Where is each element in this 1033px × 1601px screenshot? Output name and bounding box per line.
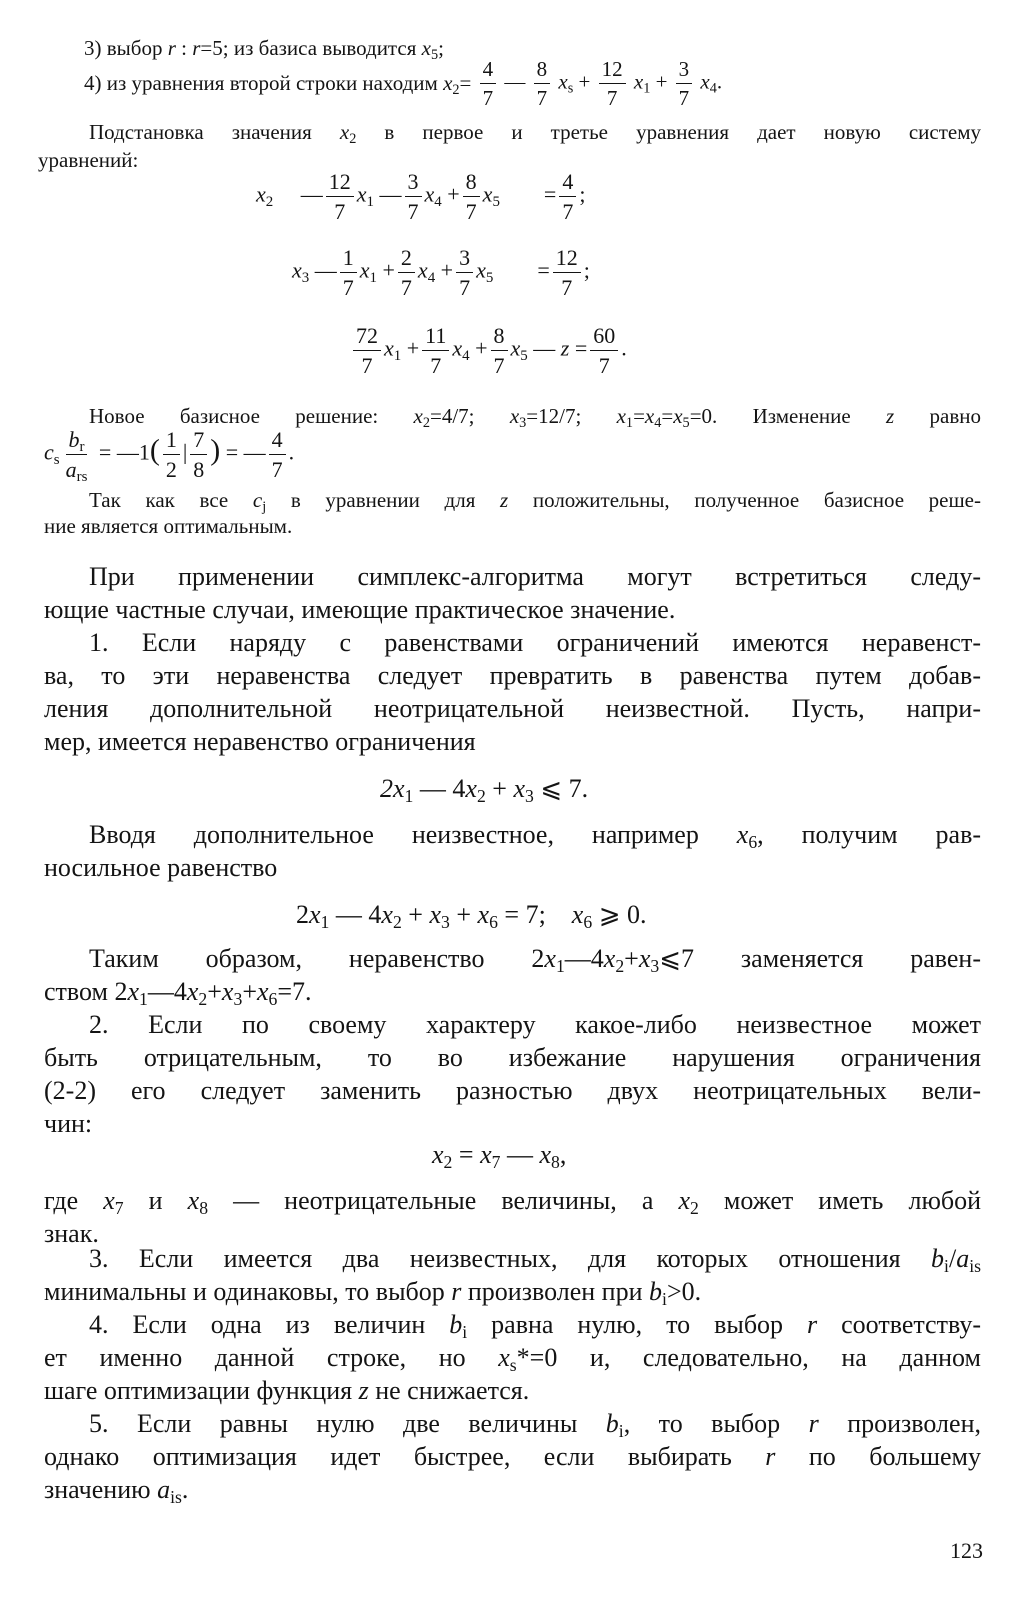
case-1-line-2: ва, то эти неравенства следует превратить в равенства путем добав- xyxy=(44,661,981,690)
case-5-line-1: 5. Если равны нулю две величины $b_i$, то выбор r произволен, xyxy=(89,1409,981,1441)
case-4-line-3: шаге оптимизации функция z не снижается. xyxy=(44,1376,530,1405)
case-1-line-4: мер, имеется неравенство ограничения xyxy=(44,727,476,756)
case-3-line-1: 3. Если имеется два неизвестных, для которых отношения $b_i/a_{is}$ xyxy=(89,1244,981,1276)
case-1b-line-1: Вводя дополнительное неизвестное, например $x_6$, получим рав- xyxy=(89,820,982,852)
substitution-line-2: уравнений: xyxy=(38,148,139,172)
case-5-line-2: однако оптимизация идет быстрее, если выбирать r по большему xyxy=(44,1442,981,1471)
case-4-line-1: 4. Если одна из величин $b_i$ равна нулю, то выбор r соответству- xyxy=(89,1310,981,1342)
equality-x6-formula: $2x_1$ — $4x_2 + x_3 + x_6 = 7$; $x_6$ ⩾ 0. xyxy=(296,900,647,932)
case-1b-line-2: носильное равенство xyxy=(44,853,278,882)
optimal-line-1: Так как все $c_j$ в уравнении для z положительны, полученное базисное реше- xyxy=(89,488,981,515)
case-1-line-1: 1. Если наряду с равенствами ограничений имеются неравенст- xyxy=(89,628,981,657)
optimal-line-2: ние является оптимальным. xyxy=(44,514,293,538)
case-1c-line-1: Таким образом, неравенство $2x_1—4x_2+x_3⩽7$ заменяется равен- xyxy=(89,944,981,976)
page-number: 123 xyxy=(950,1538,983,1563)
case-1c-line-2: ством $2x_1—4x_2+x_3+x_6=7$. xyxy=(44,977,312,1009)
system-equation-2: $x_3$ — $\frac{1}{7}$ $x_1$ + $\frac{2}{7}$ $x_4$ + $\frac{3}{7}$ $x_5$ = $\frac{12}{7}$ ; xyxy=(292,245,590,301)
substitution-x7-x8-formula: $x_2 = x_7$ — $x_8$, xyxy=(432,1140,567,1172)
case-3-line-2: минимальны и одинаковы, то выбор r произволен при $b_i>0$. xyxy=(44,1277,702,1309)
case-2-line-2: быть отрицательным, то во избежание нарушения ограничения xyxy=(44,1043,981,1072)
case-2b-line-1: где $x_7$ и $x_8$ — неотрицательные величины, а $x_2$ может иметь любой xyxy=(44,1186,982,1218)
intro-line-2: ющие частные случаи, имеющие практическое значение. xyxy=(44,595,676,624)
case-2-line-4: чин: xyxy=(44,1109,93,1138)
case-2-line-1: 2. Если по своему характеру какое-либо неизвестное может xyxy=(89,1010,981,1039)
item-3-line: 3) выбор r : r=5; из базиса выводится $x_5$; xyxy=(84,36,444,63)
case-2-line-3: (2-2) его следует заменить разностью двух неотрицательных вели- xyxy=(44,1076,981,1105)
inequality-formula: $2x_1$ — $4x_2 + x_3$ ⩽ 7. xyxy=(380,774,589,806)
system-equation-1: $x_2$ — $\frac{12}{7}$ $x_1$ — $\frac{3}{7}$ $x_4$ + $\frac{8}{7}$ $x_5$ = $\frac{4}{7}$ ; xyxy=(256,169,586,225)
case-1-line-3: ления дополнительной неотрицательной неизвестной. Пусть, напри- xyxy=(44,694,981,723)
item-4-line: 4) из уравнения второй строки находим $x_2=$ $\frac{4}{7}$ — $\frac{8}{7}$ $x_s$ + $\frac{12}{7}$ $x_1$ + $\frac{3}{7}$ $x_4$. xyxy=(84,57,723,111)
case-4-line-2: ет именно данной строке, но $x_s*=0$ и, следовательно, на данном xyxy=(44,1343,981,1375)
new-basis-line: Новое базисное решение: $x_2=4/7$; $x_3=12/7$; $x_1=x_4=x_5=0$. Изменение z равно xyxy=(89,404,981,431)
system-equation-3: $\frac{72}{7}$ $x_1$ + $\frac{11}{7}$ $x_4$ + $\frac{8}{7}$ $x_5$ — z = $\frac{60}{7}$ . xyxy=(350,324,627,377)
substitution-line-1: Подстановка значения $x_2$ в первое и третье уравнения дает новую систему xyxy=(89,120,981,147)
case-2b-line-2: знак. xyxy=(44,1219,99,1248)
case-5-line-3: значению $a_{is}$. xyxy=(44,1475,189,1507)
change-of-z-formula: $c_s$ $b_r$ $a_{rs}$ = —1( $\frac{1}{2}$ | $\frac{7}{8}$ ) = — $\frac{4}{7}$ . xyxy=(44,427,295,486)
intro-line-1: При применении симплекс-алгоритма могут встретиться следу- xyxy=(89,562,981,591)
